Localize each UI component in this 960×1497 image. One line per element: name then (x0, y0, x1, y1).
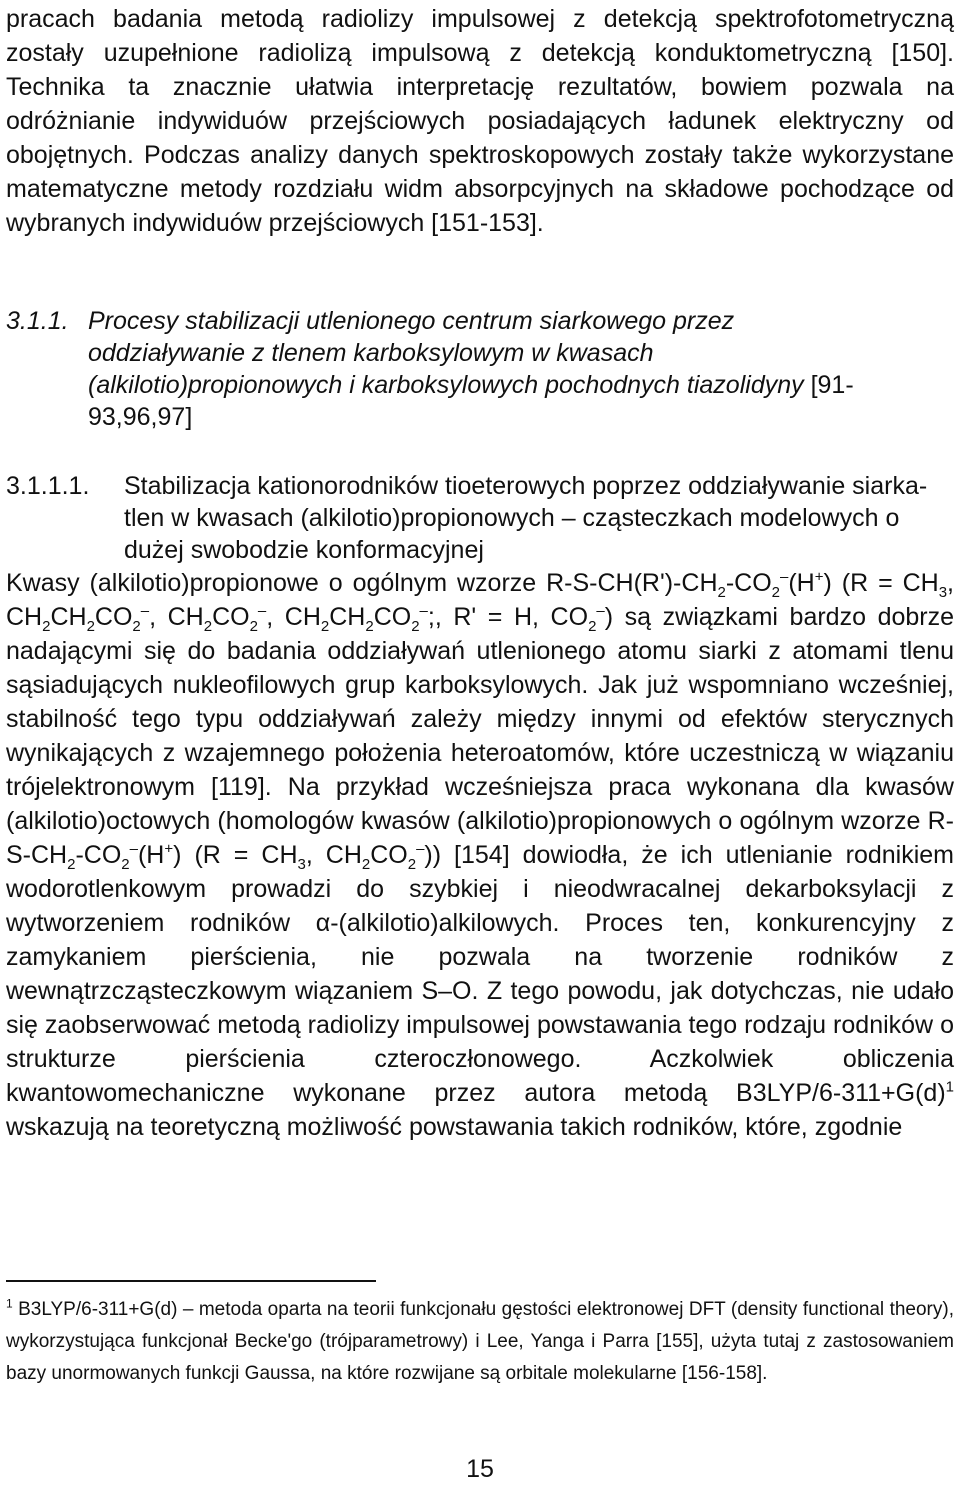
formula-line-2a: (R = CH (841, 569, 939, 597)
section-heading (6, 305, 954, 431)
paragraph-main-body-e: wskazują na teoretyczną możliwość powstawania takich rodników, które, zgodnie (6, 1113, 903, 1141)
formula-line-2d: ) są związkami (604, 603, 778, 631)
section-title: Procesy stabilizacji utlenionego centrum siarkowego przez oddziaływanie z tlenem karboksylowym w kwasach (alkilotio)propionowych i karboksylowych pochodnych tiazolidyny (88, 307, 804, 399)
paragraph-main-body-d: )) [154] dowiodła, że ich utlenianie rodnikiem wodorotlenkowym prowadzi do szybkiej i nieodwracalnej dekarboksylacji z wytworzeniem rodników α-(alkilotio)alkilowych. Proces ten, konkurencyjny z zamykaniem pierścienia, nie pozwala na tworzenie rodników z wewnątrzcząsteczkowym wiązaniem S–O. Z tego powodu, jak dotychczas, nie udało się zaobserwować metodą radiolizy impulsowej powstawania tego rodzaju rodników o strukturze pierścienia czteroczłonowego. Aczkolwiek obliczenia kwantowomechaniczne wykonane przez autora metodą B3LYP/6-311+G(d) (6, 841, 954, 1107)
formula-line-1: Kwasy (alkilotio)propionowe o ogólnym wzorze R-S-CH(R')-CH (6, 569, 718, 597)
formula-line-2b: , CH (6, 569, 954, 631)
paragraph-intro: pracach badania metodą radiolizy impulsowej z detekcją spektrofotometryczną zostały uzupełnione radiolizą impulsową z detekcją konduktometryczną [150]. Technika ta znacznie ułatwia interpretację rezultatów, bowiem pozwala na odróżnianie indywiduów przejściowych posiadających ładunek elektryczny od obojętnych. Podczas analizy danych spektroskopowych zostały także wykorzystane matematyczne metody rozdziału widm absorpcyjnych na składowe pochodzące od wybranych indywiduów przejściowych [151-153]. (6, 5, 954, 237)
footnote-reference: 1 (945, 1078, 954, 1096)
formula-line-2c: , R' = H, CO (434, 603, 589, 631)
footnote-text: B3LYP/6-311+G(d) – metoda oparta na teorii funkcjonału gęstości elektronowej DFT (density functional theory), wykorzystująca funkcjonał Becke'go (trójparametrowy) i Lee, Yanga i Parra [155], użyta tutaj z zastosowaniem bazy unormowanych funkcji Gaussa, na które rozwijane są orbitale molekularne [156-158]. (6, 1299, 954, 1384)
section-number: 3.1.1. (6, 307, 69, 335)
footnote-marker: 1 (6, 1296, 13, 1311)
footnote (6, 1294, 954, 1390)
paragraph-main-body-c: (R = CH (194, 841, 298, 869)
page-number: 15 (466, 1455, 494, 1483)
paragraph-main-body: bardzo dobrze nadającymi się do badania oddziaływań utlenionego atomu siarki z atomami tlenu sąsiadujących nukleofilowych grup karboksylowych. Jak już wspomniano wcześniej, stabilność tego typu oddziaływań zależy między innymi od efektów sterycznych wynikających z wzajemnego położenia heteroatomów, które uczestniczą w wiązaniu trójelektronowym [119]. Na przykład wcześniejsza praca wykonana dla kwasów (alkilotio)octowych (homologów kwasów (alkilotio)propionowych o ogólnym wzorze R-S-CH (6, 603, 955, 869)
paragraph-main-body-b: (H (137, 841, 165, 869)
footnote-divider (6, 1280, 376, 1282)
section-citation: [91-93,96,97] (88, 371, 854, 431)
formula-line-1-tail: (H (788, 569, 815, 597)
subsection-number: 3.1.1.1. (6, 472, 90, 500)
paragraph-main: Kwasy (alkilotio)propionowe o ogólnym wzorze $R-S-CH(R')-CH_2-CO_2^-(H^+) (R = CH_3$, $CH_2CH_2CO_2^-$, $CH_2CO_2^-$, $CH_2CH_2CO_2^-$;, R' = H, $CO_2^-$) są związkami bardzo dobrze nadającymi się do badania oddziaływań utlenionego atomu siarki z atomami tlenu sąsiadujących nukleofilowych grup karboksylowych. Jak już wspomniano wcześniej, stabilność tego typu oddziaływań zależy między innymi od efektów sterycznych wynikających z wzajemnego położenia heteroatomów, które uczestniczą w wiązaniu trójelektronowym [119]. Na przykład wcześniejsza praca wykonana dla kwasów (alkilotio)octowych (homologów kwasów (alkilotio)propionowych o ogólnym wzorze $R-S-CH_2-CO_2^-(H^+) (R = CH_3$, $CH_2CO_2^-$)) [154] dowiodła, że ich utlenianie rodnikiem wodorotlenkowym prowadzi do szybkiej i nieodwracalnej dekarboksylacji z wytworzeniem rodników α-(alkilotio)alkilowych. Proces ten, konkurencyjny z zamykaniem pierścienia, nie pozwala na tworzenie rodników z wewnątrzcząsteczkowym wiązaniem S–O. Z tego powodu, jak dotychczas, nie udało się zaobserwować metodą radiolizy impulsowej powstawania tego rodzaju rodników o strukturze pierścienia czteroczłonowego. Aczkolwiek obliczenia kwantowomechaniczne wykonane przez autora metodą $B3LYP/6-311+G(d)^1$ wskazują na teoretyczną możliwość powstawania takich rodników, które, zgodnie (6, 568, 955, 1141)
subsection-title: Stabilizacja kationorodników tioeterowych poprzez oddziaływanie siarka-tlen w kwasach (alkilotio)propionowych – cząsteczkach modelowych o dużej swobodzie konformacyjnej (124, 472, 928, 564)
